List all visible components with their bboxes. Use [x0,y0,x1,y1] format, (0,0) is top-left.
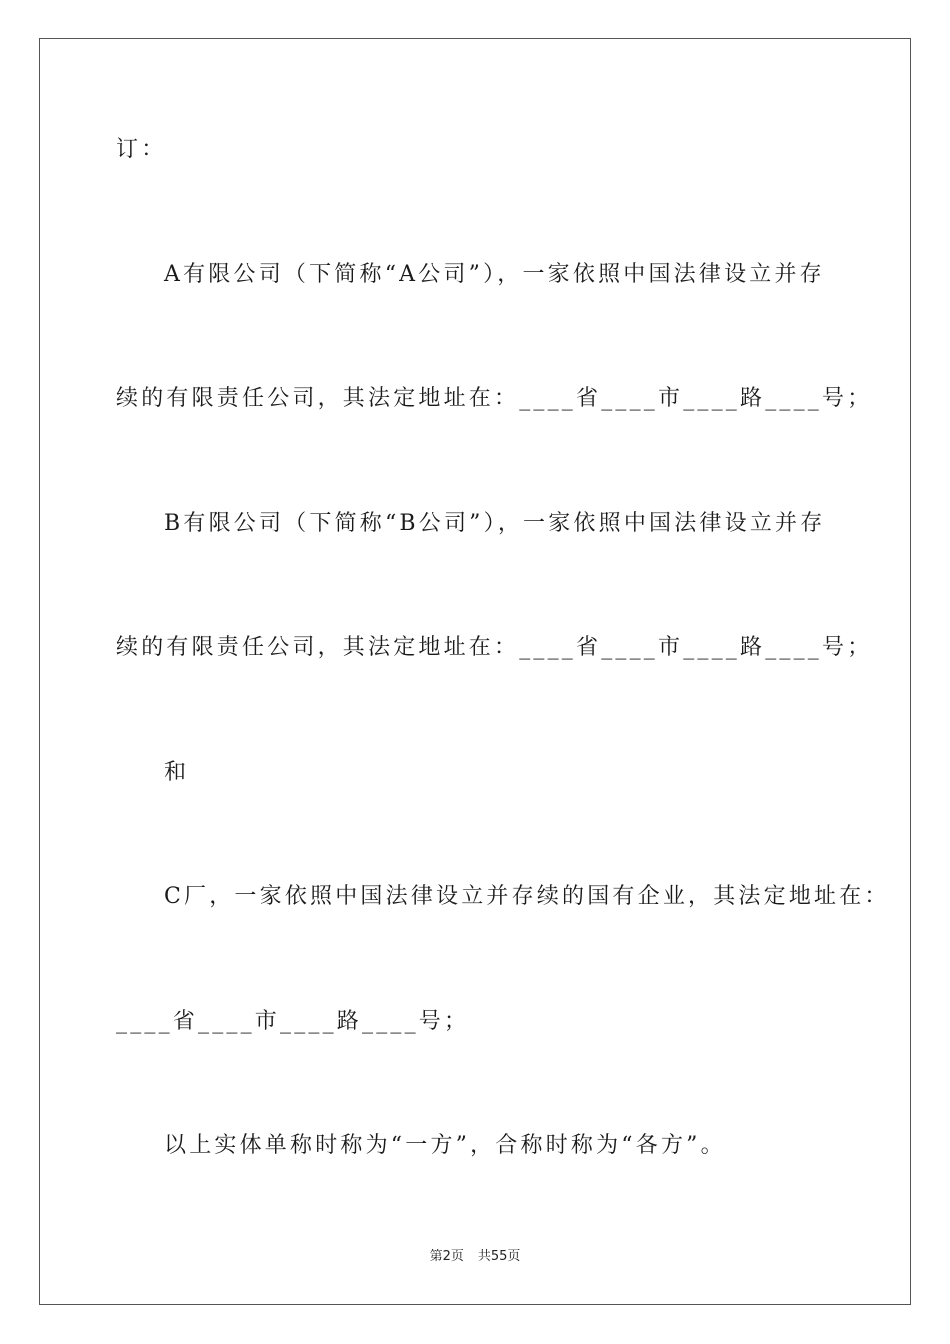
page-total: 共55页 [477,1249,521,1264]
text-line-1: 订： [116,137,167,162]
page-footer [0,1248,950,1266]
page-frame [39,38,911,1305]
text-line-3: 续的有限责任公司，其法定地址在：____省____市____路____号； [116,386,873,411]
text-line-2: A有限公司（下简称“A公司”），一家依照中国法律设立并存 [164,262,825,287]
text-line-5: 续的有限责任公司，其法定地址在：____省____市____路____号； [116,635,873,660]
text-line-8: ____省____市____路____号； [116,1009,470,1034]
text-line-4: B有限公司（下简称“B公司”），一家依照中国法律设立并存 [164,511,826,536]
text-line-7: C厂，一家依照中国法律设立并存续的国有企业，其法定地址在： [164,884,890,909]
text-line-6: 和 [164,760,190,785]
page-number: 第2页 [429,1249,464,1264]
text-line-9: 以上实体单称时称为“一方”，合称时称为“各方”。 [164,1133,726,1158]
